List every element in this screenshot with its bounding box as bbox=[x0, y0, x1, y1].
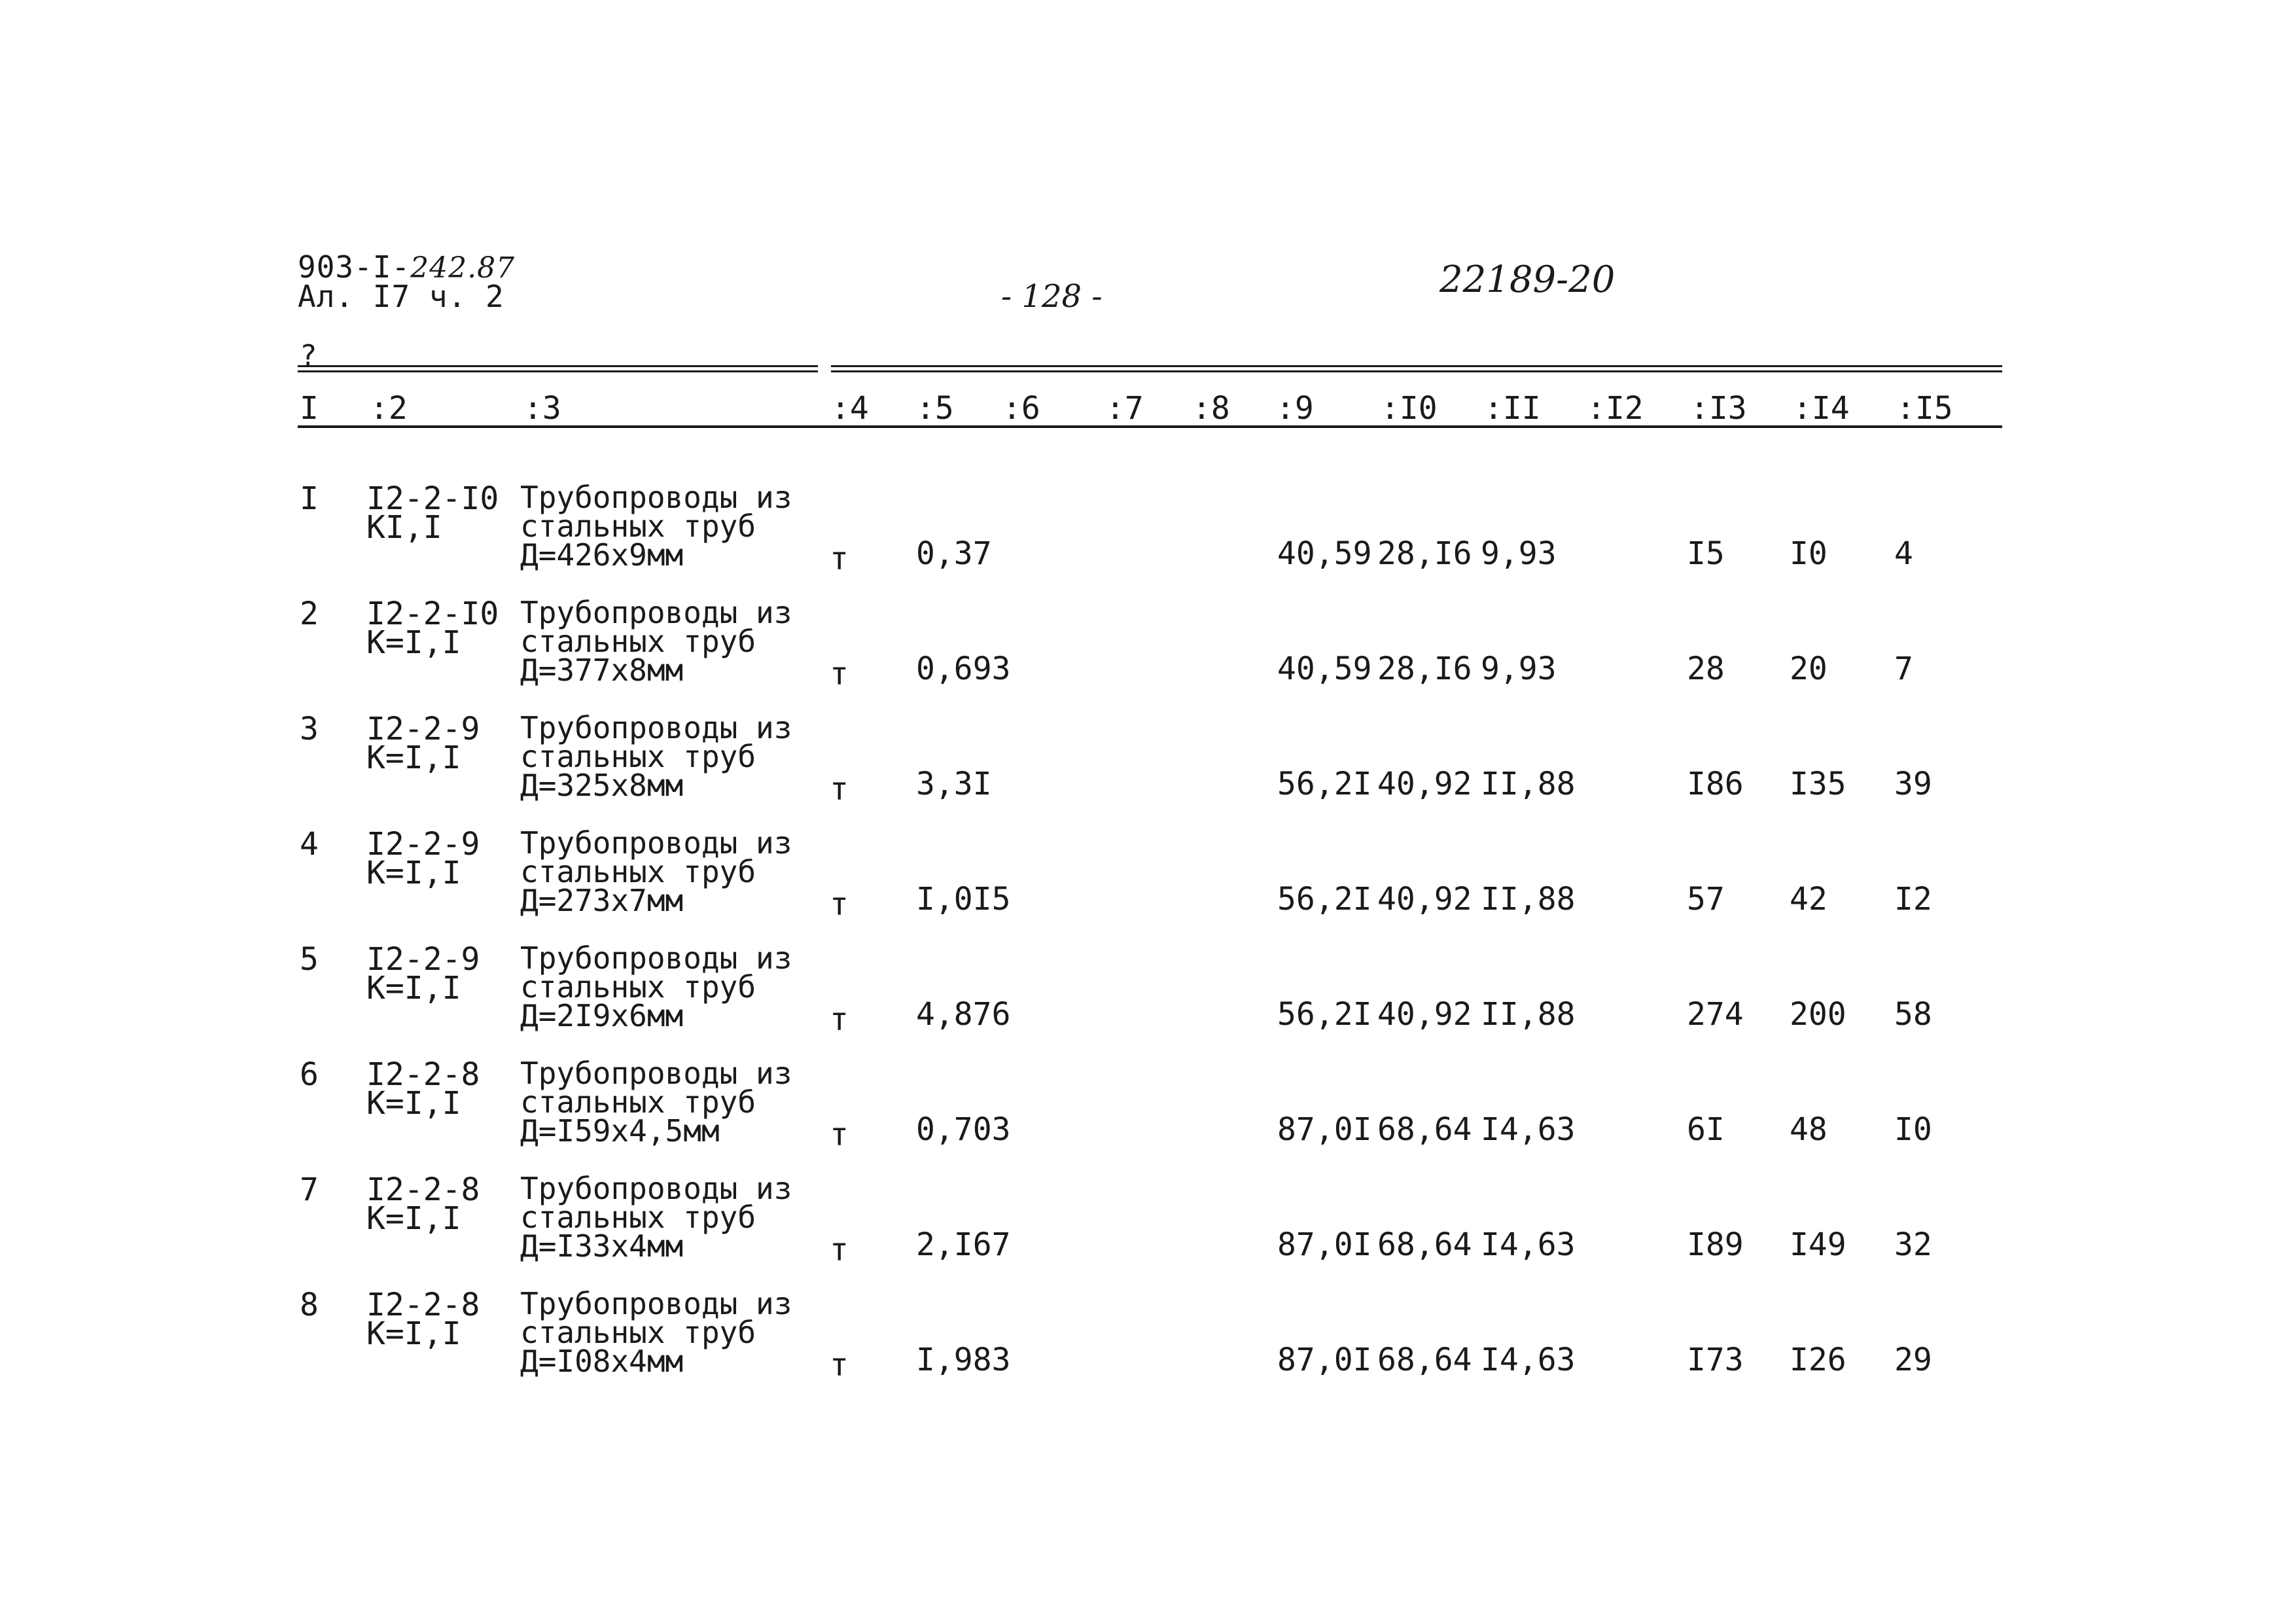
value-col-10: 40,92 bbox=[1377, 766, 1472, 802]
col-header-9: :9 bbox=[1276, 390, 1314, 427]
coefficient: K=I,I bbox=[366, 1200, 461, 1237]
quantity: 4,876 bbox=[916, 996, 1011, 1033]
value-col-15: 39 bbox=[1894, 766, 1932, 802]
rate-code: I2-2-8 bbox=[366, 1056, 480, 1093]
quantity: 0,693 bbox=[916, 651, 1011, 687]
description-line-2: стальных труб bbox=[520, 508, 756, 544]
value-col-11: I4,63 bbox=[1481, 1111, 1576, 1148]
value-col-10: 68,64 bbox=[1377, 1342, 1472, 1378]
value-col-14: I0 bbox=[1790, 535, 1828, 572]
coefficient: K=I,I bbox=[366, 1085, 461, 1122]
unit: т bbox=[830, 886, 849, 923]
col-header-2: :2 bbox=[370, 390, 408, 427]
row-number: 2 bbox=[300, 596, 319, 632]
coefficient: K=I,I bbox=[366, 970, 461, 1007]
value-col-9: 56,2I bbox=[1277, 881, 1372, 918]
col-header-1: I bbox=[300, 390, 319, 427]
value-col-15: I2 bbox=[1894, 881, 1932, 918]
quantity: I,983 bbox=[916, 1342, 1011, 1378]
description-line-2: стальных труб bbox=[520, 1084, 756, 1120]
value-col-9: 40,59 bbox=[1277, 651, 1372, 687]
description-line-1: Трубопроводы из bbox=[520, 480, 792, 515]
value-col-10: 40,92 bbox=[1377, 996, 1472, 1033]
unit: т bbox=[830, 541, 849, 577]
description-line-3: Д=2I9х6мм bbox=[520, 998, 684, 1033]
rate-code: I2-2-9 bbox=[366, 941, 480, 978]
question-mark: ? bbox=[300, 339, 317, 372]
description-line-1: Трубопроводы из bbox=[520, 595, 792, 630]
description-line-3: Д=325х8мм bbox=[520, 768, 684, 803]
album-line: Ал. I7 ч. 2 bbox=[298, 279, 504, 314]
description-line-2: стальных труб bbox=[520, 1200, 756, 1235]
quantity: 0,703 bbox=[916, 1111, 1011, 1148]
top-rule-right bbox=[831, 365, 2002, 372]
col-header-15: :I5 bbox=[1896, 390, 1953, 427]
value-col-13: I73 bbox=[1687, 1342, 1744, 1378]
value-col-13: 6I bbox=[1687, 1111, 1725, 1148]
row-number: 7 bbox=[300, 1171, 319, 1208]
value-col-9: 56,2I bbox=[1277, 996, 1372, 1033]
quantity: I,0I5 bbox=[916, 881, 1011, 918]
row-number: I bbox=[300, 480, 319, 517]
col-header-14: :I4 bbox=[1793, 390, 1850, 427]
description-line-3: Д=377х8мм bbox=[520, 652, 684, 688]
rate-code: I2-2-9 bbox=[366, 711, 480, 747]
value-col-10: 40,92 bbox=[1377, 881, 1472, 918]
rate-code: I2-2-I0 bbox=[366, 596, 499, 632]
unit: т bbox=[830, 656, 849, 692]
description-line-3: Д=I33х4мм bbox=[520, 1228, 684, 1264]
value-col-14: 200 bbox=[1790, 996, 1846, 1033]
rate-code: I2-2-8 bbox=[366, 1287, 480, 1323]
value-col-10: 28,I6 bbox=[1377, 535, 1472, 572]
description-line-2: стальных труб bbox=[520, 739, 756, 774]
description-line-3: Д=426х9мм bbox=[520, 537, 684, 573]
rate-code: I2-2-9 bbox=[366, 826, 480, 863]
row-number: 6 bbox=[300, 1056, 319, 1093]
description-line-1: Трубопроводы из bbox=[520, 940, 792, 976]
col-header-10: :I0 bbox=[1381, 390, 1438, 427]
col-header-4: :4 bbox=[831, 390, 869, 427]
row-number: 8 bbox=[300, 1287, 319, 1323]
row-number: 5 bbox=[300, 941, 319, 978]
value-col-14: I26 bbox=[1790, 1342, 1846, 1378]
value-col-11: II,88 bbox=[1481, 881, 1576, 918]
unit: т bbox=[830, 1232, 849, 1268]
value-col-13: I86 bbox=[1687, 766, 1744, 802]
col-header-8: :8 bbox=[1192, 390, 1230, 427]
col-header-6: :6 bbox=[1002, 390, 1040, 427]
value-col-15: 4 bbox=[1894, 535, 1913, 572]
value-col-11: II,88 bbox=[1481, 996, 1576, 1033]
value-col-10: 68,64 bbox=[1377, 1111, 1472, 1148]
description-line-3: Д=I08х4мм bbox=[520, 1344, 684, 1379]
value-col-15: 7 bbox=[1894, 651, 1913, 687]
col-header-5: :5 bbox=[916, 390, 954, 427]
description-line-1: Трубопроводы из bbox=[520, 710, 792, 745]
value-col-11: I4,63 bbox=[1481, 1226, 1576, 1263]
unit: т bbox=[830, 771, 849, 808]
value-col-11: 9,93 bbox=[1481, 651, 1557, 687]
description-line-3: Д=I59х4,5мм bbox=[520, 1113, 720, 1149]
page-number: - 128 - bbox=[1001, 278, 1103, 315]
value-col-10: 28,I6 bbox=[1377, 651, 1472, 687]
value-col-9: 87,0I bbox=[1277, 1111, 1372, 1148]
value-col-15: 32 bbox=[1894, 1226, 1932, 1263]
value-col-9: 56,2I bbox=[1277, 766, 1372, 802]
value-col-14: 20 bbox=[1790, 651, 1828, 687]
value-col-14: 42 bbox=[1790, 881, 1828, 918]
value-col-15: 58 bbox=[1894, 996, 1932, 1033]
rate-code: I2-2-8 bbox=[366, 1171, 480, 1208]
col-header-11: :II bbox=[1484, 390, 1541, 427]
value-col-14: 48 bbox=[1790, 1111, 1828, 1148]
quantity: 2,I67 bbox=[916, 1226, 1011, 1263]
description-line-1: Трубопроводы из bbox=[520, 1056, 792, 1091]
description-line-1: Трубопроводы из bbox=[520, 825, 792, 861]
coefficient: KI,I bbox=[366, 509, 442, 546]
value-col-13: 274 bbox=[1687, 996, 1744, 1033]
col-header-7: :7 bbox=[1106, 390, 1144, 427]
description-line-2: стальных труб bbox=[520, 1315, 756, 1350]
description-line-2: стальных труб bbox=[520, 624, 756, 659]
coefficient: K=I,I bbox=[366, 624, 461, 661]
quantity: 3,3I bbox=[916, 766, 992, 802]
value-col-13: I5 bbox=[1687, 535, 1725, 572]
value-col-14: I49 bbox=[1790, 1226, 1846, 1263]
quantity: 0,37 bbox=[916, 535, 992, 572]
value-col-9: 87,0I bbox=[1277, 1226, 1372, 1263]
doc-code-handwritten: 242.87 bbox=[410, 251, 516, 285]
description-line-2: стальных труб bbox=[520, 969, 756, 1005]
value-col-13: 28 bbox=[1687, 651, 1725, 687]
description-line-1: Трубопроводы из bbox=[520, 1286, 792, 1321]
coefficient: K=I,I bbox=[366, 855, 461, 891]
row-number: 4 bbox=[300, 826, 319, 863]
register-number: 22189-20 bbox=[1439, 259, 1616, 301]
col-header-12: :I2 bbox=[1587, 390, 1644, 427]
description-line-3: Д=273х7мм bbox=[520, 883, 684, 918]
unit: т bbox=[830, 1001, 849, 1038]
value-col-11: II,88 bbox=[1481, 766, 1576, 802]
value-col-9: 87,0I bbox=[1277, 1342, 1372, 1378]
description-line-2: стальных труб bbox=[520, 854, 756, 889]
header-bottom-rule bbox=[298, 425, 2002, 428]
value-col-9: 40,59 bbox=[1277, 535, 1372, 572]
col-header-3: :3 bbox=[523, 390, 561, 427]
rate-code: I2-2-I0 bbox=[366, 480, 499, 517]
value-col-11: 9,93 bbox=[1481, 535, 1557, 572]
unit: т bbox=[830, 1116, 849, 1153]
value-col-14: I35 bbox=[1790, 766, 1846, 802]
top-rule-left bbox=[298, 365, 818, 372]
description-line-1: Трубопроводы из bbox=[520, 1171, 792, 1206]
value-col-11: I4,63 bbox=[1481, 1342, 1576, 1378]
value-col-10: 68,64 bbox=[1377, 1226, 1472, 1263]
row-number: 3 bbox=[300, 711, 319, 747]
value-col-13: I89 bbox=[1687, 1226, 1744, 1263]
coefficient: K=I,I bbox=[366, 1315, 461, 1352]
unit: т bbox=[830, 1347, 849, 1383]
value-col-15: I0 bbox=[1894, 1111, 1932, 1148]
value-col-13: 57 bbox=[1687, 881, 1725, 918]
col-header-13: :I3 bbox=[1690, 390, 1747, 427]
doc-code-prefix: 903-I- bbox=[298, 249, 411, 285]
value-col-15: 29 bbox=[1894, 1342, 1932, 1378]
coefficient: K=I,I bbox=[366, 740, 461, 776]
